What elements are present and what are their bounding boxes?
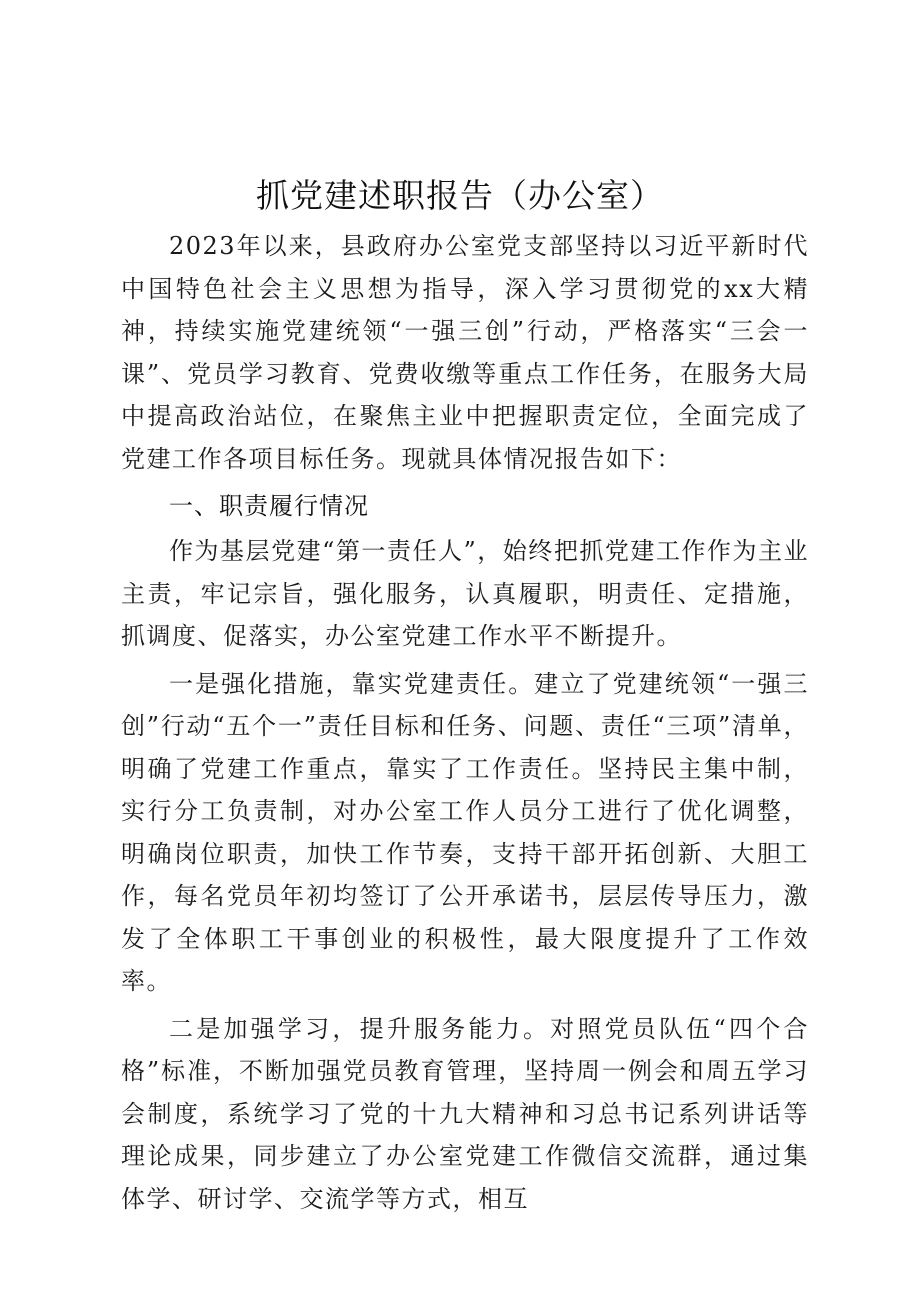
section-paragraph-1: 作为基层党建“第一责任人”，始终把抓党建工作作为主业主责，牢记宗旨，强化服务，认真履职，明责任、定措施，抓调度、促落实，办公室党建工作水平不断提升。 bbox=[121, 537, 809, 650]
document-title: 抓党建述职报告（办公室） bbox=[256, 176, 664, 215]
section-heading-duty: 一、职责履行情况 bbox=[169, 492, 369, 520]
section-paragraph-3: 二是加强学习，提升服务能力。对照党员队伍“四个合格”标准，不断加强党员教育管理，坚持周一例会和周五学习会制度，系统学习了党的十九大精神和习总书记系列讲话等理论成果，同步建立了办公室党建工作微信交流群，通过集体学、研讨学、交流学等方式，相互 bbox=[121, 1014, 809, 1213]
intro-paragraph: 2023年以来，县政府办公室党支部坚持以习近平新时代中国特色社会主义思想为指导，深入学习贯彻党的xx大精神，持续实施党建统领“一强三创”行动，严格落实“三会一课”、党员学习教育、党费收缴等重点工作任务，在服务大局中提高政治站位，在聚焦主业中把握职责定位，全面完成了党建工作各项目标任务。现就具体情况报告如下： bbox=[121, 232, 809, 473]
document-body bbox=[121, 225, 809, 1220]
section-paragraph-2: 一是强化措施，靠实党建责任。建立了党建统领“一强三创”行动“五个一”责任目标和任务、问题、责任“三项”清单，明确了党建工作重点，靠实了工作责任。坚持民主集中制，实行分工负责制，对办公室工作人员分工进行了优化调整，明确岗位职责，加快工作节奏，支持干部开拓创新、大胆工作，每名党员年初均签订了公开承诺书，层层传导压力，激发了全体职工干事创业的积极性，最大限度提升了工作效率。 bbox=[121, 669, 809, 995]
